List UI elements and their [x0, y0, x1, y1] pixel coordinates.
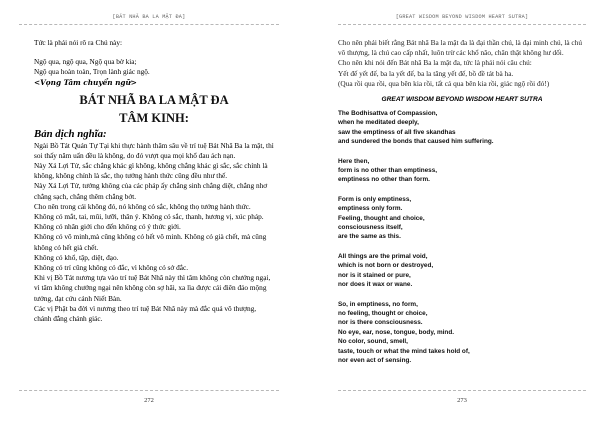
poem-line: Form is only emptiness, [338, 195, 412, 203]
english-sutra-title: GREAT WISDOM BEYOND WISDOM HEART SUTRA [381, 96, 543, 104]
poem-line: The Bodhisattva of Compassion, [338, 110, 438, 118]
poem-line: nor even act of sensing. [338, 356, 412, 364]
poem-stanza [338, 195, 586, 242]
poem-line: nor is there consciousness. [338, 319, 423, 327]
poem-line: All things are the primal void, [338, 252, 428, 260]
paragraph: (Qua rồi qua rồi, qua bên kia rồi, tất cả qua bên kia rồi, giác ngộ rồi đó!) [338, 78, 550, 88]
paragraph: Yết đế yết đế, ba la yết đế, ba la tăng yết đế, bồ đề tát bà ha. [338, 68, 514, 78]
intro-line: Ngộ qua hoàn toàn, Trọn lành giác ngộ. [34, 67, 150, 77]
sutra-title [34, 91, 274, 127]
poem-line: saw the emptiness of all five skandhas [338, 128, 456, 136]
right-page [300, 0, 600, 424]
left-running-header [19, 9, 279, 25]
poem-line: So, in emptiness, no form, [338, 300, 418, 308]
paragraph: Cho nên khi nói đến Bát nhã Ba la mật đa, tức là phải nói câu chú: [338, 58, 532, 68]
translator-note: <Vọng Tâm chuyển ngữ> [34, 77, 137, 87]
poem-stanza [338, 109, 586, 147]
paragraph: Không có khổ, tập, diệt, đạo. [34, 252, 119, 262]
left-header-text: [BÁT NHÃ BA LA MẬT ĐA] [112, 14, 186, 20]
poem-line: when he meditated deeply, [338, 119, 419, 127]
paragraph: Không có vô minh,mà cũng không có hết vô minh. Không có già chết, mà cũng không có hết già chết. [34, 232, 267, 252]
poem-line: emptiness only form. [338, 205, 403, 213]
right-page-body [338, 38, 586, 375]
paragraph: Này Xá Lợi Tử, sắc chẳng khác gì không, không chẳng khác gì sắc, sắc chính là không, không chính là sắc, thọ tưởng hành thức cũng đều như thế. [34, 161, 268, 181]
paragraph: Không có trí cũng không có đắc, vì không có sở đắc. [34, 263, 189, 273]
right-page-footer [338, 390, 586, 410]
paragraph: Khi vị Bồ Tát nương tựa vào trí tuệ Bát Nhã này thì tâm không còn chướng ngại, vì tâm không chướng ngại nên không còn sợ hãi, xa lìa được cái điên đảo mộng tưởng, đạt cứu cánh Niết Bàn. [34, 273, 271, 303]
paragraph: Các vị Phật ba đời vì nương theo trí tuệ Bát Nhã này mà đắc quả vô thượng, chánh đẳng chánh giác. [34, 303, 257, 324]
poem-line: and sundered the bonds that caused him suffering. [338, 138, 494, 146]
page-number: 273 [457, 397, 467, 404]
intro-line: Tức là phải nói rõ ra Chú này: [34, 38, 123, 47]
left-page-body [34, 38, 274, 324]
poem-stanza [338, 157, 586, 185]
poem-line: emptiness no other than form. [338, 176, 430, 184]
paragraph: Không có mắt, tai, mũi, lưỡi, thân ý. Không có sắc, thanh, hương vị, xúc pháp. Không có nhãn giới cho đến không có ý thức giới. [34, 212, 264, 232]
right-header-text: [GREAT WISDOM BEYOND WISDOM HEART SUTRA] [395, 14, 529, 20]
poem-line: form is no other than emptiness, [338, 167, 438, 175]
poem-line: are the same as this. [338, 233, 401, 241]
left-page-footer [19, 390, 279, 410]
intro-line: Ngộ qua, ngộ qua, Ngộ qua bờ kia; [34, 57, 137, 67]
section-heading: Bản dịch nghĩa: [34, 127, 107, 140]
poem-line: Here then, [338, 157, 370, 165]
poem-line: consciousness itself, [338, 224, 403, 232]
poem-line: Feeling, thought and choice, [338, 214, 425, 222]
poem-line: which is not born or destroyed, [338, 262, 434, 270]
paragraph: Cho nên trong cái không đó, nó không có sắc, không thọ tưởng hành thức. [34, 201, 251, 211]
paragraph: Ngài Bồ Tát Quán Tự Tại khi thực hành thâm sâu về trí tuệ Bát Nhã Ba la mật, thì soi thấy năm uẩn đều là không, do đó vượt qua mọi khổ đau ách nạn. [34, 140, 274, 160]
right-running-header [338, 9, 586, 25]
intro-spacer [34, 48, 274, 57]
poem-line: nor is it stained or pure, [338, 271, 411, 279]
poem-line: No color, sound, smell, [338, 338, 408, 346]
paragraph: Này Xá Lợi Tử, tướng không của các pháp ấy chẳng sinh chẳng diệt, chẳng nhơ chẳng sạch, chẳng thêm chẳng bớt. [34, 181, 268, 201]
poem-line: taste, touch or what the mind takes hold of, [338, 347, 470, 355]
poem-stanza [338, 252, 586, 290]
sutra-title-line: TÂM KINH: [119, 110, 189, 125]
poem-stanza [338, 300, 586, 366]
sutra-title-line: BÁT NHÃ BA LA MẬT ĐA [79, 92, 229, 107]
page-number: 272 [144, 397, 154, 404]
paragraph: Cho nên phải biết rằng Bát nhã Ba la mật đa là đại thần chú, là đại minh chú, là chú vô thượng, là chú cao cấp nhất, luôn trừ các khổ não, chân thật không hư dối. [338, 38, 582, 58]
poem-line: nor does it wax or wane. [338, 281, 413, 289]
poem-line: No eye, ear, nose, tongue, body, mind. [338, 328, 454, 336]
poem-line: no feeling, thought or choice, [338, 309, 428, 317]
